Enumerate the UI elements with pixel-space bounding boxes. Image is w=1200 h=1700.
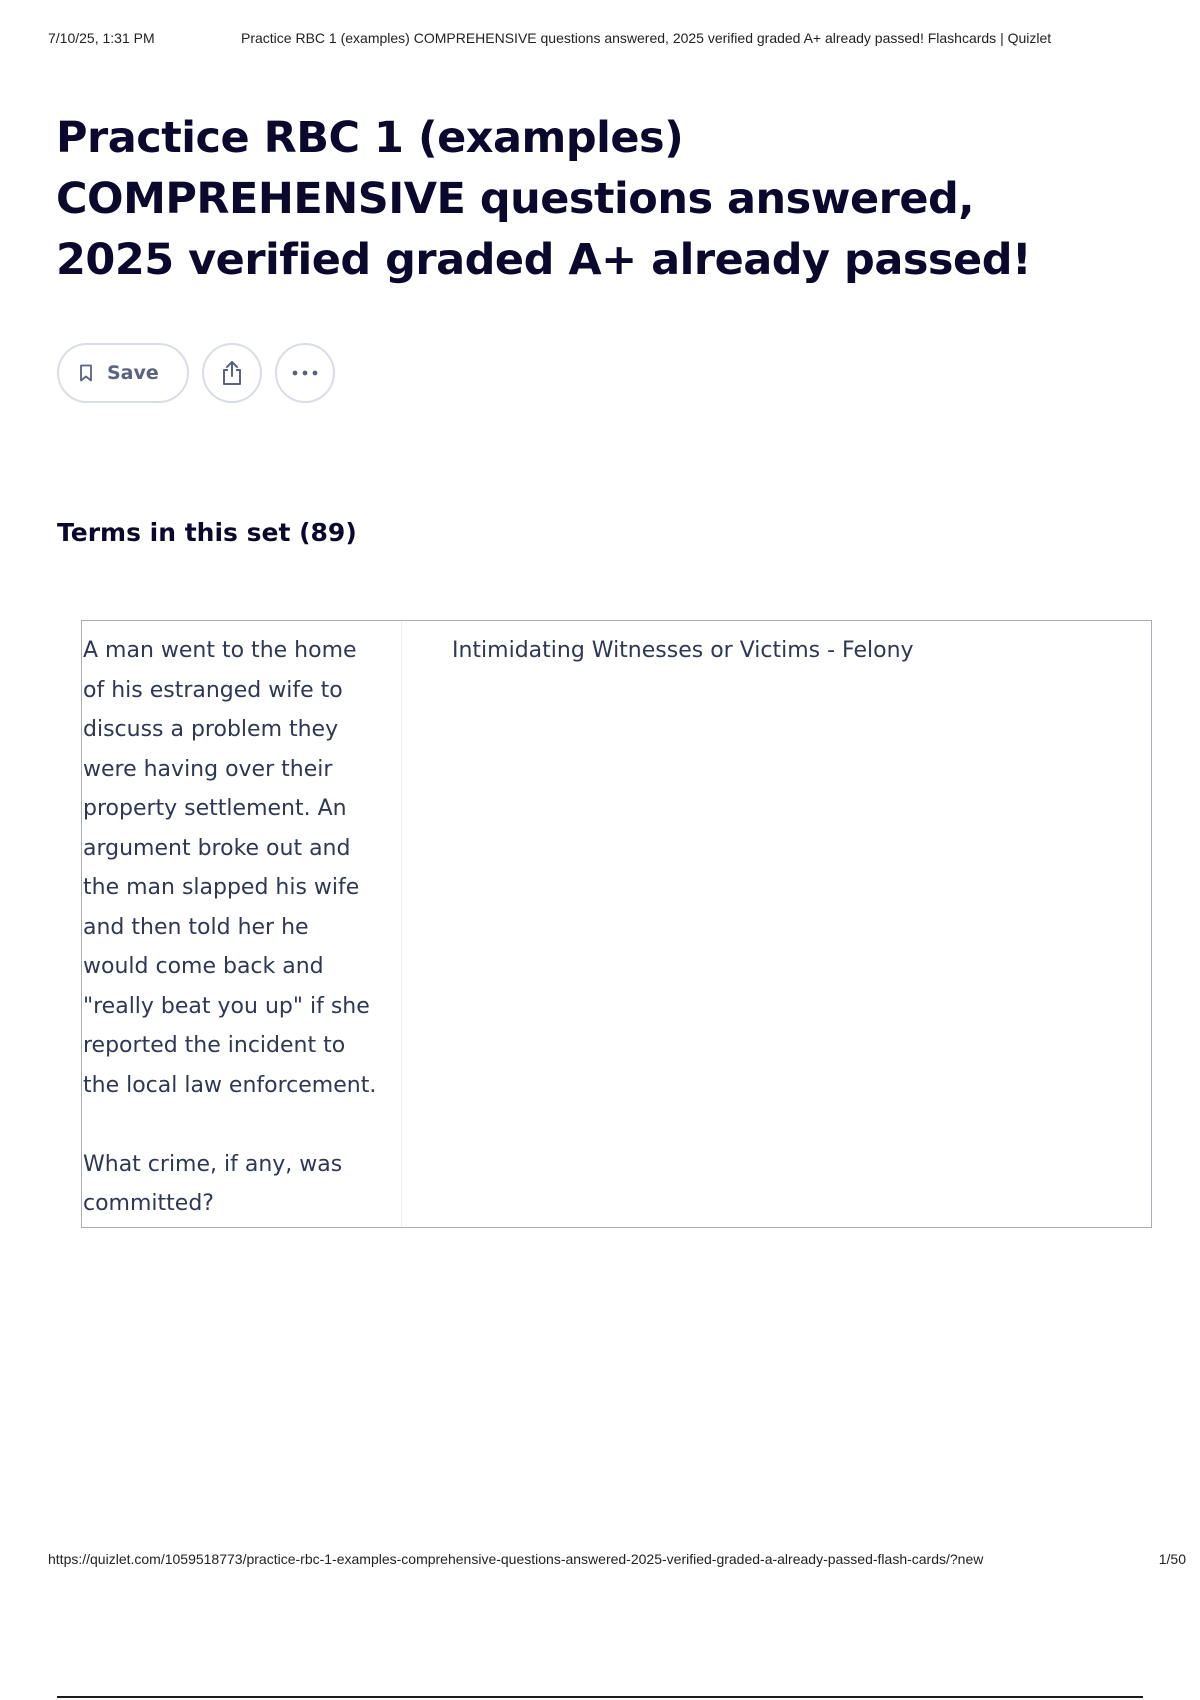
set-actions [57,343,335,403]
term-card [81,620,1152,1228]
more-options-icon [291,370,319,376]
page-divider [57,1696,1143,1698]
print-footer [48,1551,1186,1571]
bookmark-icon [79,364,93,382]
print-date: 7/10/25, 1:31 PM [48,30,155,46]
more-options-button[interactable] [275,343,335,403]
share-button[interactable] [202,343,262,403]
terms-heading: Terms in this set (89) [57,518,357,547]
term-question: A man went to the home of his estranged wife to discuss a problem they were having over their property settlement. An argument broke out and the man slapped his wife and then told her he would come back and "really beat you up" if she reported the incident to the local law enforcement. What crime, if any, was committed? [82,621,402,1227]
print-document-title: Practice RBC 1 (examples) COMPREHENSIVE questions answered, 2025 verified graded A+ already passed! Flashcards | Quizlet [241,30,1052,46]
print-url: https://quizlet.com/1059518773/practice-rbc-1-examples-comprehensive-questions-answered-2025-verified-graded-a-already-passed-flash-cards/?new [48,1551,984,1567]
page-title: Practice RBC 1 (examples) COMPREHENSIVE questions answered, 2025 verified graded A+ already passed! [56,113,1032,285]
save-button[interactable] [57,343,189,403]
term-answer: Intimidating Witnesses or Victims - Felony [452,638,914,663]
save-button-label: Save [107,362,159,384]
page-number: 1/50 [1158,1551,1186,1567]
share-icon [220,360,244,386]
print-header [48,30,1170,50]
